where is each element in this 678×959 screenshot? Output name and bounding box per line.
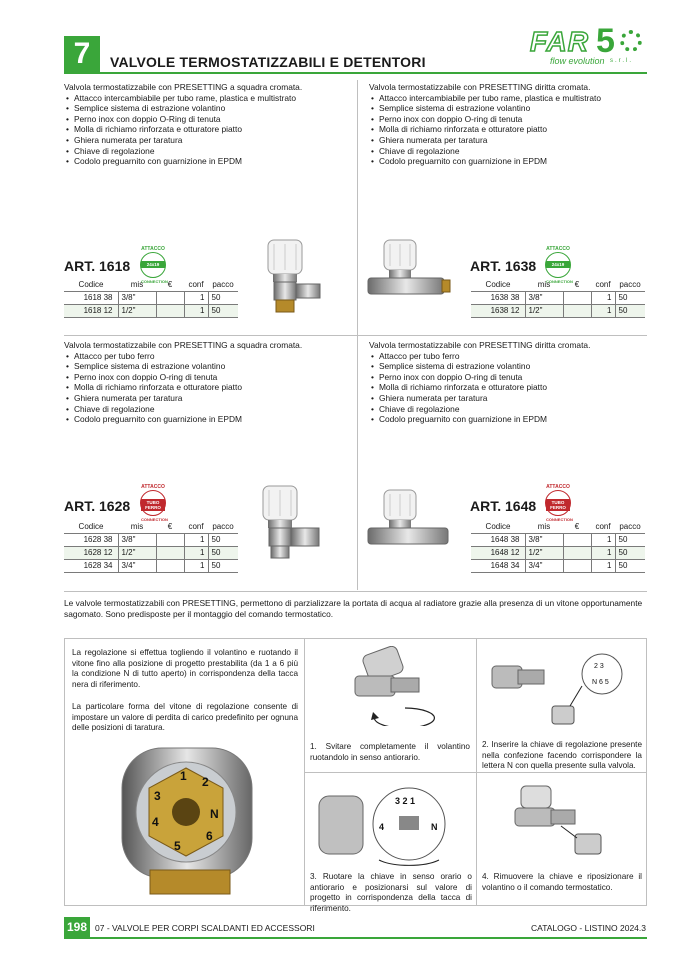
feature-item: • Ghiera numerata per taratura xyxy=(371,135,649,146)
price-table-1628: Codice mis € conf pacco 1628 38 3/8" 1 50 1628 12 1/2" 1 50 1628 34 3/4" 1 50 xyxy=(64,520,238,573)
page-number: 198 xyxy=(64,917,90,937)
step-3-text: 3. Ruotare la chiave in senso orario o antiorario e posizionarsi sul valore di progetto in corrispondenza della tacca di riferimento. xyxy=(310,872,472,913)
svg-text:N: N xyxy=(431,822,438,832)
feature-item: • Ghiera numerata per taratura xyxy=(66,135,354,146)
product-description-1648: Valvola termostatizzabile con PRESETTING diritta cromata. • Attacco per tubo ferro • Semplice sistema di estrazione volantino • Perno inox con doppio O-ring di tenuta • Molla di richiamo rinforzata e otturatore piatto • Ghiera numerata per taratura • Chiave di regolazione • Codolo preguarnito con guarnizione in EPDM xyxy=(369,340,649,425)
article-label-1638: ART. 1638 xyxy=(470,258,537,274)
feature-item: • Codolo preguarnito con guarnizione in EPDM xyxy=(371,156,649,167)
feature-item: • Molla di richiamo rinforzata e otturatore piatto xyxy=(371,124,649,135)
page-title: VALVOLE TERMOSTATIZZABILI E DETENTORI xyxy=(110,54,426,70)
angle-valve-image xyxy=(255,484,327,562)
presetting-note: Le valvole termostatizzabili con PRESETTING, permettono di parzializzare la portata di acqua al radiatore grazie alla presenza di un vitone opportunamente sagomato. Sono predisposte per il montaggio del comando termostatico. xyxy=(64,598,643,619)
product-description-1628: Valvola termostatizzabile con PRESETTING a squadra cromata. • Attacco per tubo ferro • Semplice sistema di estrazione volantino • Perno inox con doppio O-ring di tenuta • Molla di richiamo rinforzata e otturatore piatto • Ghiera numerata per taratura • Chiave di regolazione • Codolo preguarnito con guarnizione in EPDM xyxy=(64,340,354,425)
dial-digit: 1 xyxy=(180,769,187,783)
row-divider xyxy=(64,335,647,336)
price-table-1648: Codice mis € conf pacco 1648 38 3/8" 1 50 1648 12 1/2" 1 50 1648 34 3/4" 1 50 xyxy=(471,520,645,573)
feature-item: • Molla di richiamo rinforzata e otturatore piatto xyxy=(371,382,649,393)
article-label-1648: ART. 1648 xyxy=(470,498,537,514)
feature-item: • Chiave di regolazione xyxy=(66,146,354,157)
article-label-1618: ART. 1618 xyxy=(64,258,131,274)
connection-badge: ATTACCO 24x19 CONNECTION xyxy=(141,246,168,284)
product-description-1638: Valvola termostatizzabile con PRESETTING diritta cromata. • Attacco intercambiabile per tubo rame, plastica e multistrato • Semplice sistema di estrazione volantino • Perno inox con doppio O-ring di tenuta • Molla di richiamo rinforzata e otturatore piatto • Ghiera numerata per taratura • Chiave di regolazione • Codolo preguarnito con guarnizione in EPDM xyxy=(369,82,649,167)
feature-item: • Semplice sistema di estrazione volantino xyxy=(66,361,354,372)
connection-badge: ATTACCO TUBO FERRO CONNECTION xyxy=(546,484,573,522)
feature-item: • Perno inox con doppio O-ring di tenuta xyxy=(371,114,649,125)
feature-item: • Chiave di regolazione xyxy=(371,146,649,157)
presetting-dial-image xyxy=(110,740,270,900)
step-1-text: 1. Svitare completamente il volantino ruotandolo in senso antiorario. xyxy=(310,742,470,762)
panel-divider xyxy=(304,772,647,773)
feature-item: • Ghiera numerata per taratura xyxy=(371,393,649,404)
step-4-text: 4. Rimuovere la chiave e riposizionare il volantino o il comando termostatico. xyxy=(482,872,642,892)
feature-item: • Perno inox con doppio O-Ring di tenuta xyxy=(66,114,354,125)
feature-item: • Semplice sistema di estrazione volantino xyxy=(66,103,354,114)
dial-digit: 3 xyxy=(154,789,161,803)
dial-digit: N xyxy=(210,807,219,821)
feature-item: • Perno inox con doppio O-ring di tenuta xyxy=(371,372,649,383)
footer-section: 07 - VALVOLE PER CORPI SCALDANTI ED ACCESSORI xyxy=(95,923,315,933)
logo-number: 5 xyxy=(596,22,615,60)
chapter-number: 7 xyxy=(64,36,100,72)
gear-icon xyxy=(620,30,642,52)
dial-digit: 4 xyxy=(152,815,159,829)
feature-item: • Codolo preguarnito con guarnizione in EPDM xyxy=(66,414,354,425)
table-row: 1638 12 1/2" 1 50 xyxy=(471,304,645,317)
connection-badge: ATTACCO TUBO FERRO CONNECTION xyxy=(141,484,168,522)
feature-item: • Codolo preguarnito con guarnizione in EPDM xyxy=(66,156,354,167)
article-label-1628: ART. 1628 xyxy=(64,498,131,514)
table-row: 1648 38 3/8" 1 50 xyxy=(471,533,645,546)
table-row: 1618 12 1/2" 1 50 xyxy=(64,304,238,317)
feature-item: • Codolo preguarnito con guarnizione in EPDM xyxy=(371,414,649,425)
connection-badge: ATTACCO 24x19 CONNECTION xyxy=(546,246,573,284)
dial-digit: 5 xyxy=(174,839,181,853)
instructions-intro-1: La regolazione si effettua togliendo il volantino e ruotando il vitone fino alla posizione di progetto prestabilita (da 1 a 6 più la condizione N di tutto aperto) in corrispondenza della tacca nera di riferimento. xyxy=(72,648,298,689)
svg-text:3 2 1: 3 2 1 xyxy=(395,796,416,806)
feature-item: • Semplice sistema di estrazione volantino xyxy=(371,103,649,114)
logo-subtitle: flow evolution xyxy=(550,56,605,66)
feature-item: • Attacco intercambiabile per tubo rame, plastica e multistrato xyxy=(371,93,649,104)
footer-catalog: CATALOGO - LISTINO 2024.3 xyxy=(531,923,646,933)
logo-text: FAR xyxy=(530,26,589,57)
dial-digit: 6 xyxy=(206,829,213,843)
feature-item: • Molla di richiamo rinforzata e otturatore piatto xyxy=(66,124,354,135)
title-rule xyxy=(64,72,647,74)
dial-digit: 2 xyxy=(202,775,209,789)
feature-item: • Attacco intercambiabile per tubo rame, plastica e multistrato xyxy=(66,93,354,104)
table-row: 1628 38 3/8" 1 50 xyxy=(64,533,238,546)
feature-item: • Attacco per tubo ferro xyxy=(66,351,354,362)
step-4-illustration xyxy=(505,780,615,860)
angle-valve-image xyxy=(260,238,328,316)
logo-srl: s.r.l. xyxy=(610,58,634,64)
feature-item: • Chiave di regolazione xyxy=(371,404,649,415)
table-row: 1648 34 3/4" 1 50 xyxy=(471,559,645,572)
straight-valve-image xyxy=(364,488,454,558)
step-2-illustration xyxy=(482,646,642,736)
footer-rule xyxy=(64,937,647,939)
brand-logo xyxy=(530,22,648,70)
feature-item: • Perno inox con doppio O-ring di tenuta xyxy=(66,372,354,383)
product-description-1618: Valvola termostatizzabile con PRESETTING a squadra cromata. • Attacco intercambiabile per tubo rame, plastica e multistrato • Semplice sistema di estrazione volantino • Perno inox con doppio O-Ring di tenuta • Molla di richiamo rinforzata e otturatore piatto • Ghiera numerata per taratura • Chiave di regolazione • Codolo preguarnito con guarnizione in EPDM xyxy=(64,82,354,167)
feature-item: • Attacco per tubo ferro xyxy=(371,351,649,362)
straight-valve-image xyxy=(364,238,454,308)
step-3-illustration xyxy=(315,780,465,870)
step-2-text: 2. Inserire la chiave di regolazione presente nella confezione facendo corrispondere la lettera N con quella presente sulla valvola. xyxy=(482,740,642,770)
step-1-illustration xyxy=(335,646,445,726)
price-table-1638: Codice mis € conf pacco 1638 38 3/8" 1 50 1638 12 1/2" 1 50 xyxy=(471,278,645,318)
section-divider xyxy=(64,591,647,592)
feature-item: • Molla di richiamo rinforzata e otturatore piatto xyxy=(66,382,354,393)
instructions-intro-2: La particolare forma del vitone di regolazione consente di impostare un valore di perdita di carico predefinito per ognuna delle posizioni di taratura. xyxy=(72,702,298,732)
table-row: 1648 12 1/2" 1 50 xyxy=(471,546,645,559)
feature-item: • Semplice sistema di estrazione volantino xyxy=(371,361,649,372)
feature-item: • Chiave di regolazione xyxy=(66,404,354,415)
table-row: 1618 38 3/8" 1 50 xyxy=(64,291,238,304)
price-table-1618: Codice mis € conf pacco 1618 38 3/8" 1 50 1618 12 1/2" 1 50 xyxy=(64,278,238,318)
svg-text:4: 4 xyxy=(379,822,385,832)
svg-text:N 6 5: N 6 5 xyxy=(592,679,609,686)
table-row: 1638 38 3/8" 1 50 xyxy=(471,291,645,304)
table-row: 1628 34 3/4" 1 50 xyxy=(64,559,238,572)
feature-item: • Ghiera numerata per taratura xyxy=(66,393,354,404)
table-row: 1628 12 1/2" 1 50 xyxy=(64,546,238,559)
svg-text:2 3: 2 3 xyxy=(594,663,604,670)
